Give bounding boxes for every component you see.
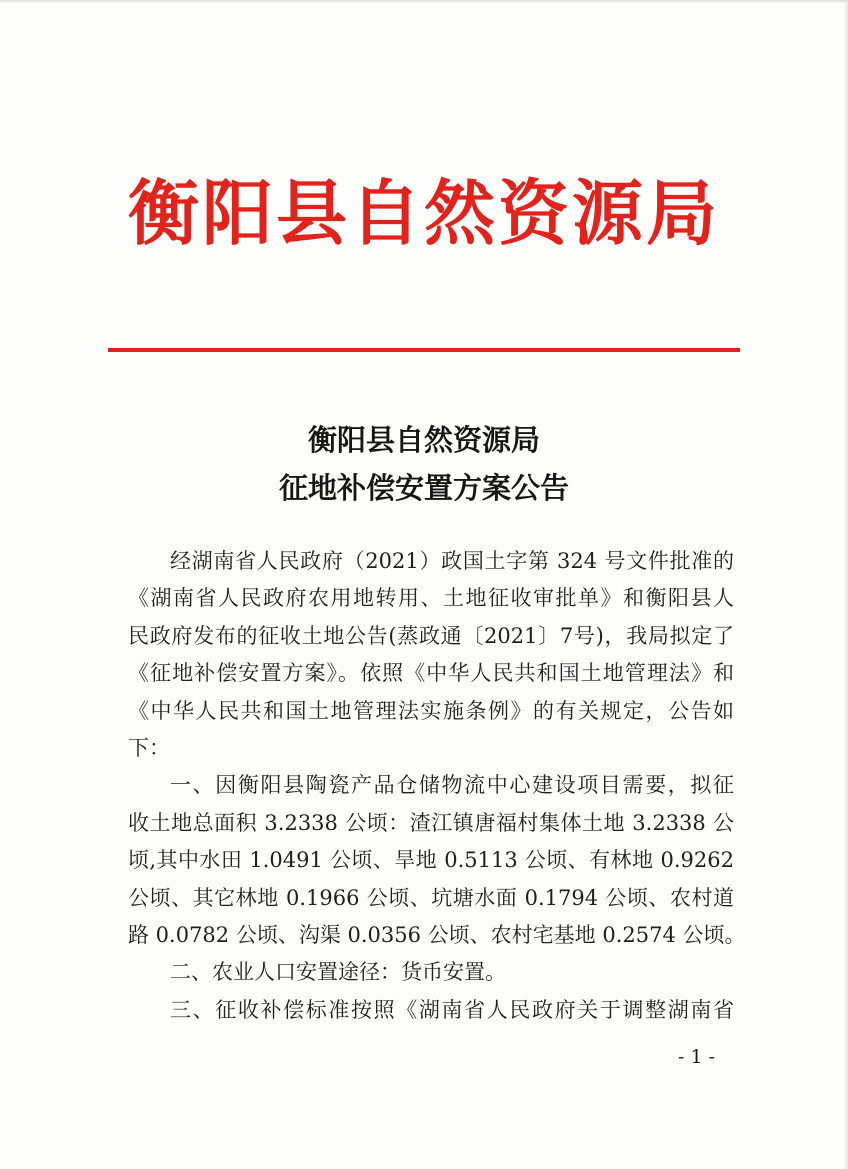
- masthead-organization: 衡阳县自然资源局: [127, 171, 720, 255]
- masthead-red-rule: [108, 348, 740, 352]
- body-line-6: 下：: [128, 735, 170, 760]
- scan-edge-top: [0, 0, 848, 3]
- body-line-8: 收土地总面积 3.2338 公顷：渣江镇唐福村集体土地 3.2338 公: [128, 810, 734, 835]
- document-body: [128, 543, 746, 1029]
- body-line-1: 经湖南省人民政府（2021）政国土字第 324 号文件批准的: [170, 549, 734, 573]
- page-number: - 1 -: [678, 1046, 716, 1068]
- body-line-12: 二、农业人口安置途径：货币安置。: [170, 960, 506, 985]
- body-line-10: 公顷、其它林地 0.1966 公顷、坑塘水面 0.1794 公顷、农村道: [128, 885, 734, 910]
- body-line-4: 《征地补偿安置方案》。依照《中华人民共和国土地管理法》和: [128, 661, 734, 686]
- body-line-7: 一、因衡阳县陶瓷产品仓储物流中心建设项目需要，拟征: [170, 773, 734, 798]
- body-line-3: 民政府发布的征收土地公告(蒸政通〔2021〕7号)，我局拟定了: [128, 623, 734, 648]
- body-line-11: 路 0.0782 公顷、沟渠 0.0356 公顷、农村宅基地 0.2574 公顷。: [128, 922, 746, 947]
- body-line-5: 《中华人民共和国土地管理法实施条例》的有关规定，公告如: [128, 698, 734, 723]
- body-line-13: 三、征收补偿标准按照《湖南省人民政府关于调整湖南省: [170, 997, 734, 1022]
- body-line-9: 顷,其中水田 1.0491 公顷、旱地 0.5113 公顷、有林地 0.9262: [128, 848, 734, 873]
- document-title-line-2: 征地补偿安置方案公告: [278, 471, 569, 505]
- body-line-2: 《湖南省人民政府农用地转用、土地征收审批单》和衡阳县人: [128, 586, 734, 611]
- document-title-line-1: 衡阳县自然资源局: [307, 423, 540, 457]
